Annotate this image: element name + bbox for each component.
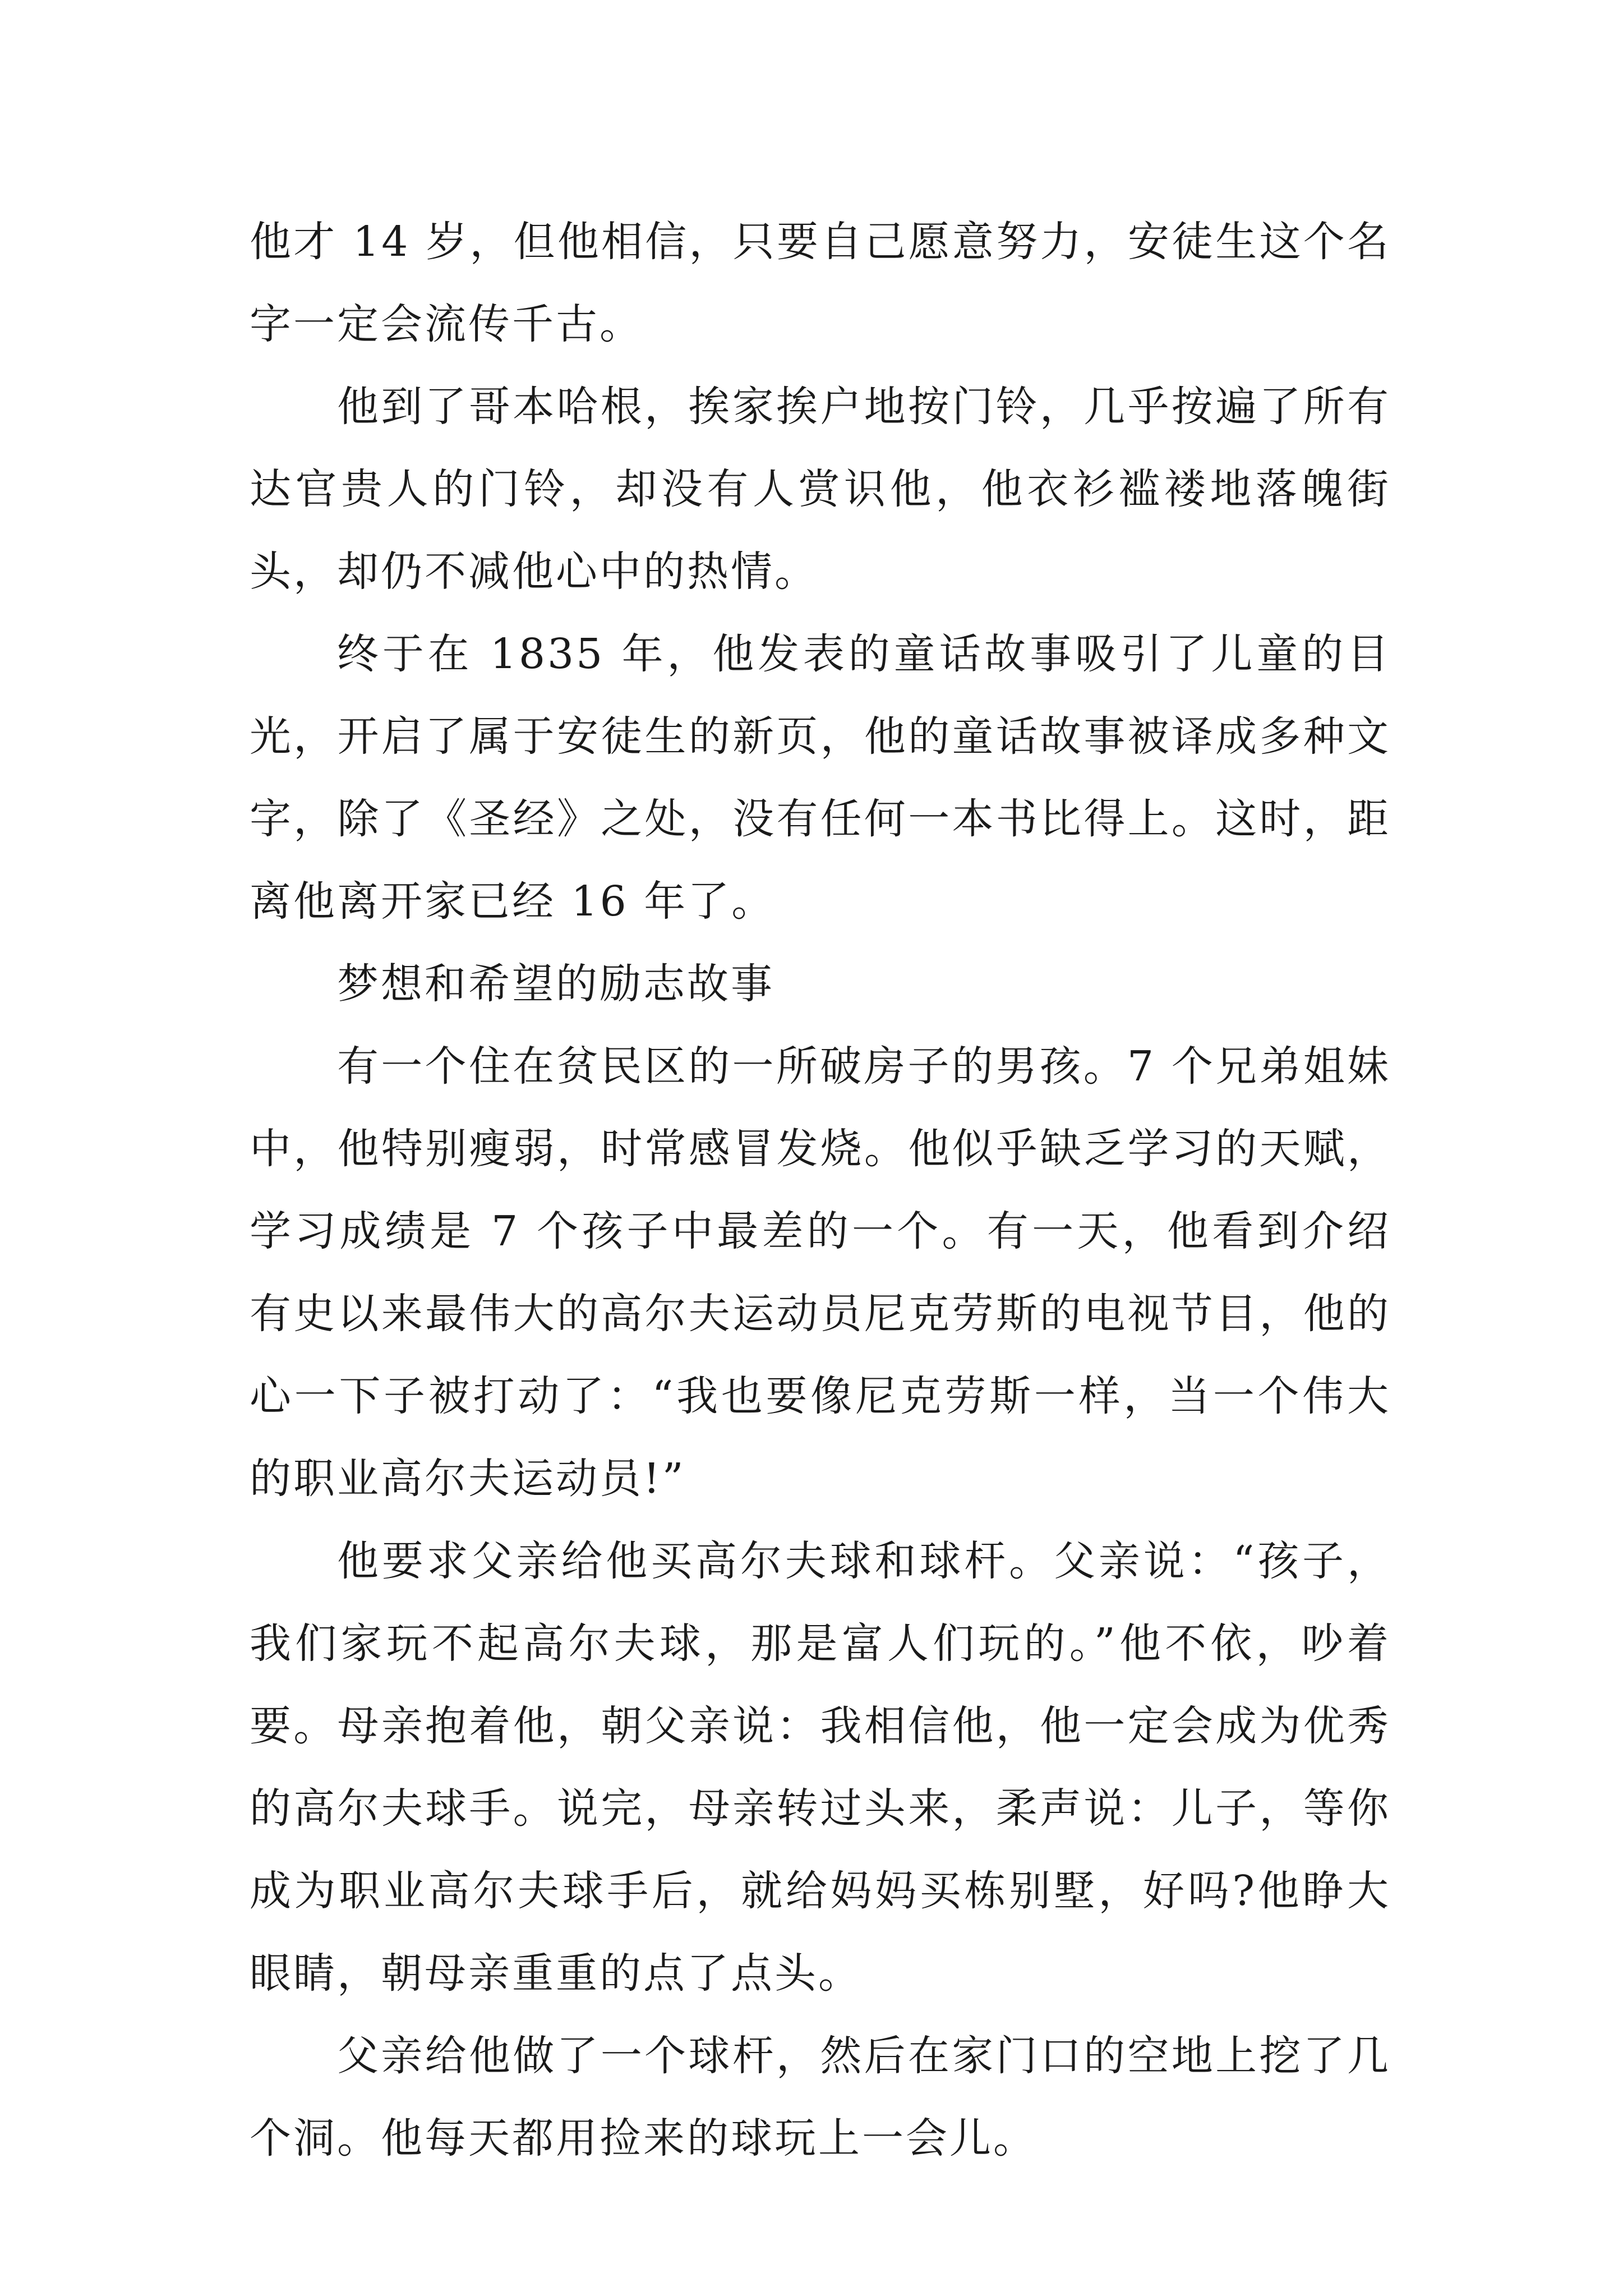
paragraph: 终于在 1835 年，他发表的童话故事吸引了儿童的目光，开启了属于安徒生的新页，他的童话故事被译成多种文字，除了《圣经》之处，没有任何一本书比得上。这时，距离他离开家已经 16 年了。 [250, 630, 1391, 926]
body-text [250, 201, 1391, 2180]
paragraph: 他要求父亲给他买高尔夫球和球杆。父亲说：“孩子，我们家玩不起高尔夫球，那是富人们玩的。”他不依，吵着要。母亲抱着他，朝父亲说：我相信他，他一定会成为优秀的高尔夫球手。说完，母亲转过头来，柔声说：儿子，等你成为职业高尔夫球手后，就给妈妈买栋别墅，好吗?他睁大眼睛，朝母亲重重的点了点头。 [250, 1537, 1391, 1998]
paragraph: 他才 14 岁，但他相信，只要自己愿意努力，安徒生这个名字一定会流传千古。 [250, 218, 1391, 348]
paragraph: 父亲给他做了一个球杆，然后在家门口的空地上挖了几个洞。他每天都用捡来的球玩上一会儿。 [250, 2032, 1391, 2162]
paragraph: 有一个住在贫民区的一所破房子的男孩。7 个兄弟姐妹中，他特别瘦弱，时常感冒发烧。他似乎缺乏学习的天赋，学习成绩是 7 个孩子中最差的一个。有一天，他看到介绍有史以来最伟大的高尔夫运动员尼克劳斯的电视节目，他的心一下子被打动了：“我也要像尼克劳斯一样，当一个伟大的职业高尔夫运动员!” [250, 1042, 1391, 1503]
section-heading: 梦想和希望的励志故事 [337, 960, 774, 1008]
paragraph: 他到了哥本哈根，挨家挨户地按门铃，几乎按遍了所有达官贵人的门铃，却没有人赏识他，他衣衫褴褛地落魄街头，却仍不减他心中的热情。 [250, 383, 1391, 596]
